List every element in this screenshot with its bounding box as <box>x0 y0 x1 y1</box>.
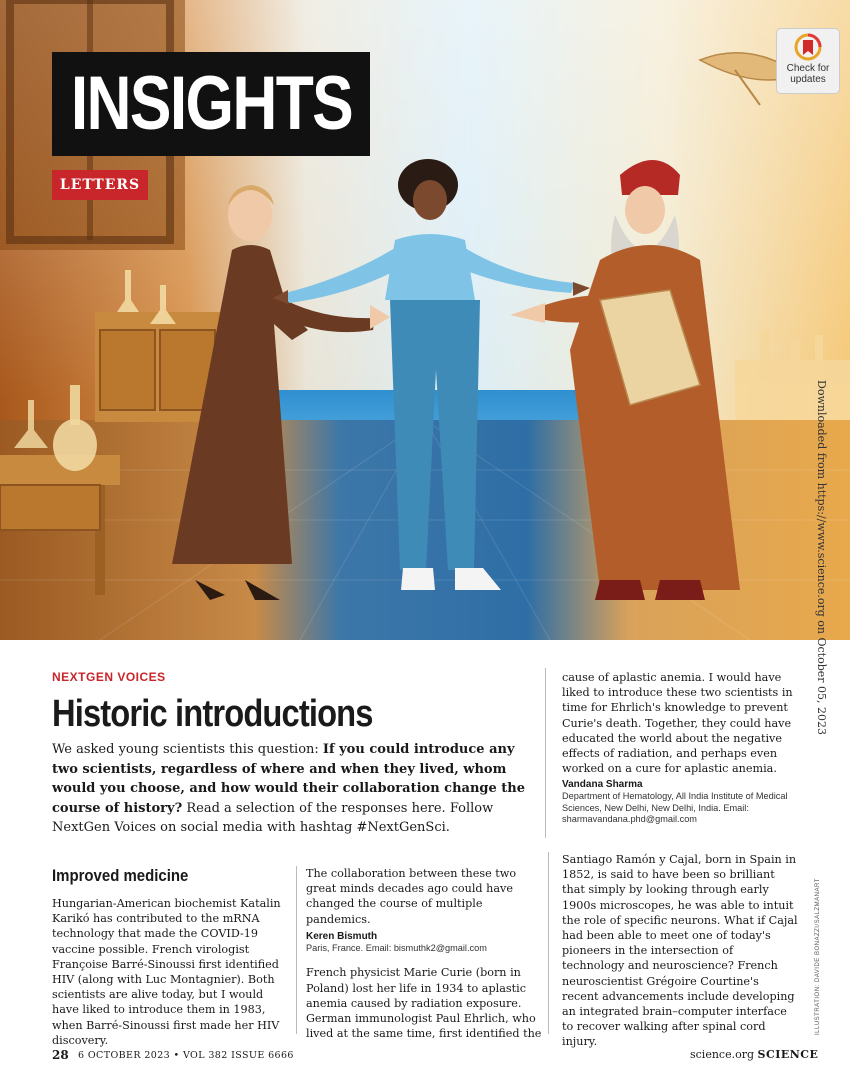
issue-date-line: 6 OCTOBER 2023 • VOL 382 ISSUE 6666 <box>78 1050 294 1061</box>
page-number: 28 <box>52 1048 69 1062</box>
check-for-updates-badge[interactable] <box>776 28 840 94</box>
illustration-credit-text: ILLUSTRATION: DAVIDE BONAZZI/SALZMANART <box>815 878 821 1035</box>
intro-question: If you could introduce any two scientists, regardless of where and when they lived, whom would you choose, and how would their collaboration change the course of history? <box>52 742 526 816</box>
badge-line-1: Check for <box>786 63 830 74</box>
column-3 <box>562 852 798 1050</box>
footer-site <box>690 1048 818 1061</box>
intro-paragraph <box>52 740 542 838</box>
headline: Historic introductions <box>52 693 373 735</box>
letter2-continued: cause of aplastic anemia. I would have liked to introduce these two scientists in time for Ehrlich's knowledge to prevent Curie's death. Together, they could have educated the world about the negative effects of radiation, and perhaps even worked on a cure for aplastic anemia. <box>562 671 793 776</box>
badge-line-2: updates <box>790 74 826 85</box>
section-banner <box>52 52 370 156</box>
illustration-credit <box>815 860 829 1040</box>
letter3-text: Santiago Ramón y Cajal, born in Spain in 1852, is said to have been so brilliant that simply by looking through early 1900s microscopes, he was able to intuit the role of specific neurons. What if Cajal had been able to meet one of today's pioneers in the intersection of technology and neuroscience? French neuroscientist Grégoire Courtine's recent advancements include developing an integrated brain–computer interface to recover walking after spinal cord injury. <box>562 853 798 1049</box>
letter1-text: Hungarian-American biochemist Katalin Karikó has contributed to the mRNA technology that made the COVID-19 vaccine possible. French virologist Françoise Barré-Sinoussi first identified HIV (along with Luc Montagnier). Both scientists are alive today, but I would have liked to introduce them in 1983, when Barré-Sinoussi first made her HIV discovery. <box>52 897 281 1047</box>
column-divider <box>545 668 546 838</box>
letter1-affiliation: Paris, France. Email: bismuthk2@gmail.com <box>306 942 487 953</box>
download-note-text: Downloaded from https://www.science.org on October 05, 2023 <box>815 380 828 735</box>
intro-tail: Read a selection of the responses here. Follow NextGen Voices on social media with hashtag #NextGenSci. <box>52 800 494 835</box>
intro-lead: We asked young scientists this question: <box>52 742 323 757</box>
kicker: NEXTGEN VOICES <box>52 670 166 684</box>
bookmark-icon <box>794 33 822 61</box>
column-divider <box>548 852 549 1034</box>
download-note <box>812 380 832 735</box>
letter2-author: Vandana Sharma <box>562 779 643 791</box>
section-label: INSIGHTS <box>70 61 352 146</box>
column-right-top <box>562 670 798 826</box>
letter2-text: French physicist Marie Curie (born in Poland) lost her life in 1934 to aplastic anemia caused by radiation exposure. German immunologist Paul Ehrlich, who lived at the same time, first identified the <box>306 966 542 1041</box>
section-subhead: Improved medicine <box>52 866 189 885</box>
column-2 <box>306 866 544 1041</box>
column-1 <box>52 896 288 1048</box>
site-url[interactable]: science.org <box>690 1048 755 1061</box>
letter1-text-continued: The collaboration between these two great minds decades ago could have changed the course of multiple pandemics. <box>306 867 517 926</box>
column-divider <box>296 866 297 1034</box>
letter1-author: Keren Bismuth <box>306 930 378 942</box>
section-tag: LETTERS <box>52 170 148 200</box>
letter2-affiliation: Department of Hematology, All India Institute of Medical Sciences, New Delhi, New Delhi, India. Email: sharmavandana.phd@gmail.com <box>562 791 788 825</box>
journal-name: SCIENCE <box>757 1048 819 1061</box>
